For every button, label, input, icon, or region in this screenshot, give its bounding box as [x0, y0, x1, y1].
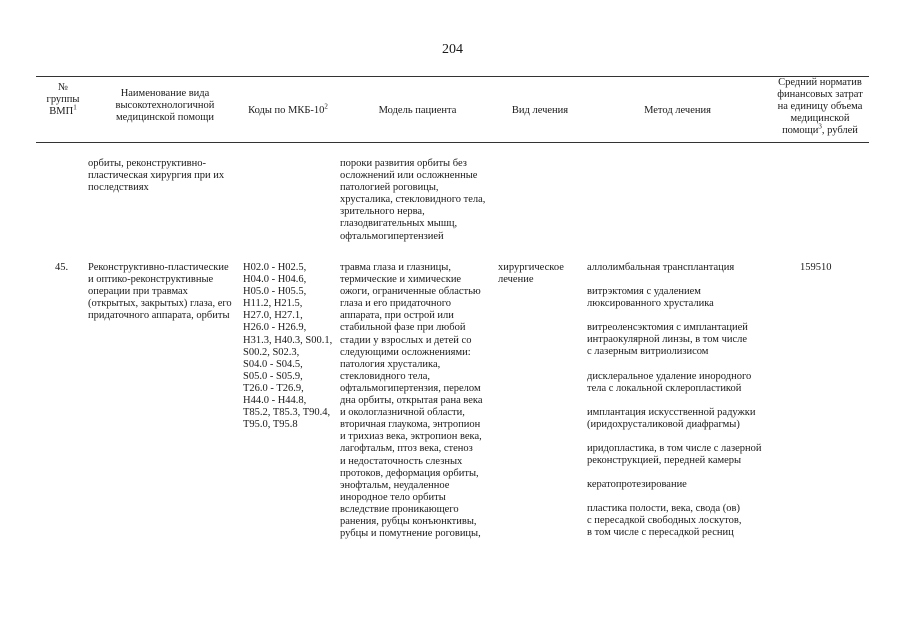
header-col-number	[38, 82, 88, 118]
header-col-cost-text: Средний норматив финансовых затрат на единицу объема медицинской помощи	[777, 77, 863, 136]
method-item: пластика полости, века, свода (ов) с пересадкой свободных лоскутов, в том числе с пересадкой ресниц	[587, 503, 742, 539]
method-item: аллолимбальная трансплантация	[587, 262, 735, 273]
method-item: кератопротезирование	[587, 479, 687, 491]
header-col-number-footnote: 1	[73, 103, 77, 112]
page-number: 204	[442, 42, 463, 57]
header-col-cost-footnote: 3	[818, 122, 822, 131]
continuation-model-cell: пороки развития орбиты без осложнений или осложненные патологией роговицы, хрусталика, стекловидного тела, зрительного нерва, глазодвигательных мышц, офтальмогипертензией	[340, 158, 486, 242]
header-col-treatment: Вид лечения	[511, 105, 569, 116]
header-col-cost-tail: , рублей	[821, 125, 858, 136]
continuation-name-cell: орбиты, реконструктивно- пластическая хирургия при их последствиях	[88, 158, 225, 194]
header-col-name: Наименование вида высокотехнологичной медицинской помощи	[115, 88, 215, 123]
header-col-model: Модель пациента	[378, 105, 457, 116]
method-item: витрэктомия с удалением люксированного хрусталика	[587, 286, 714, 310]
header-col-codes-footnote: 2	[324, 102, 328, 111]
row45-name-cell: Реконструктивно-пластические и оптико-реконструктивные операции при травмах (открытых, закрытых) глаза, его придаточного аппарата, орбиты	[88, 262, 232, 322]
method-item: дисклеральное удаление инородного тела с локальной склеропластикой	[587, 370, 752, 394]
row45-codes-cell: H02.0 - H02.5, H04.0 - H04.6, H05.0 - H05.5, H11.2, H21.5, H27.0, H27.1, H26.0 - H26.9, H31.3, H40.3, S00.1, S00.2, S02.3, S04.0 - S04.5, S05.0 - S05.9, T26.0 - T26.9, H44.0 - H44.8, T85.2, T85.3, T90.4, T95.0, T95.8	[243, 262, 333, 431]
row45-number: 45.	[55, 262, 69, 273]
header-col-codes	[238, 102, 338, 117]
row45-treatment-cell: хирургическое лечение	[498, 262, 564, 286]
row45-model-cell: травма глаза и глазницы, термические и химические ожоги, ограниченные областью глаза и его придаточного аппарата, при острой или стабильной фазе при любой стадии у взрослых и детей со следующими осложнениями: патология хрусталика, стекловидного тела, офтальмогипертензия, перелом дна орбиты, открытая рана века и окологлазничной области, вторичная глаукома, энтропион и трихиаз века, эктропион века, лагофтальм, птоз века, стеноз и недостаточность слезных протоков, деформация орбиты, энофтальм, неудаленное инородное тело орбиты вследствие проникающего ранения, рубцы конъюнктивы, рубцы и помутнение роговицы,	[340, 262, 483, 540]
method-item: имплантация искусственной радужки (иридохрусталиковой диафрагмы)	[587, 406, 756, 430]
header-col-cost	[765, 77, 875, 137]
method-item: иридопластика, в том числе с лазерной реконструкцией, передней камеры	[587, 442, 762, 467]
header-col-codes-text: Коды по МКБ-10	[248, 105, 325, 116]
header-col-method: Метод лечения	[644, 105, 711, 116]
table-header-rule	[36, 142, 869, 143]
method-item: витреоленсэктомия с имплантацией интраокулярной линзы, в том числе с лазерным витриолизисом	[587, 322, 748, 358]
row45-method-list	[587, 262, 772, 552]
header-col-number-text: № группы ВМП	[46, 82, 80, 117]
row45-cost-cell: 159510	[800, 262, 832, 273]
table-top-rule	[36, 76, 869, 77]
